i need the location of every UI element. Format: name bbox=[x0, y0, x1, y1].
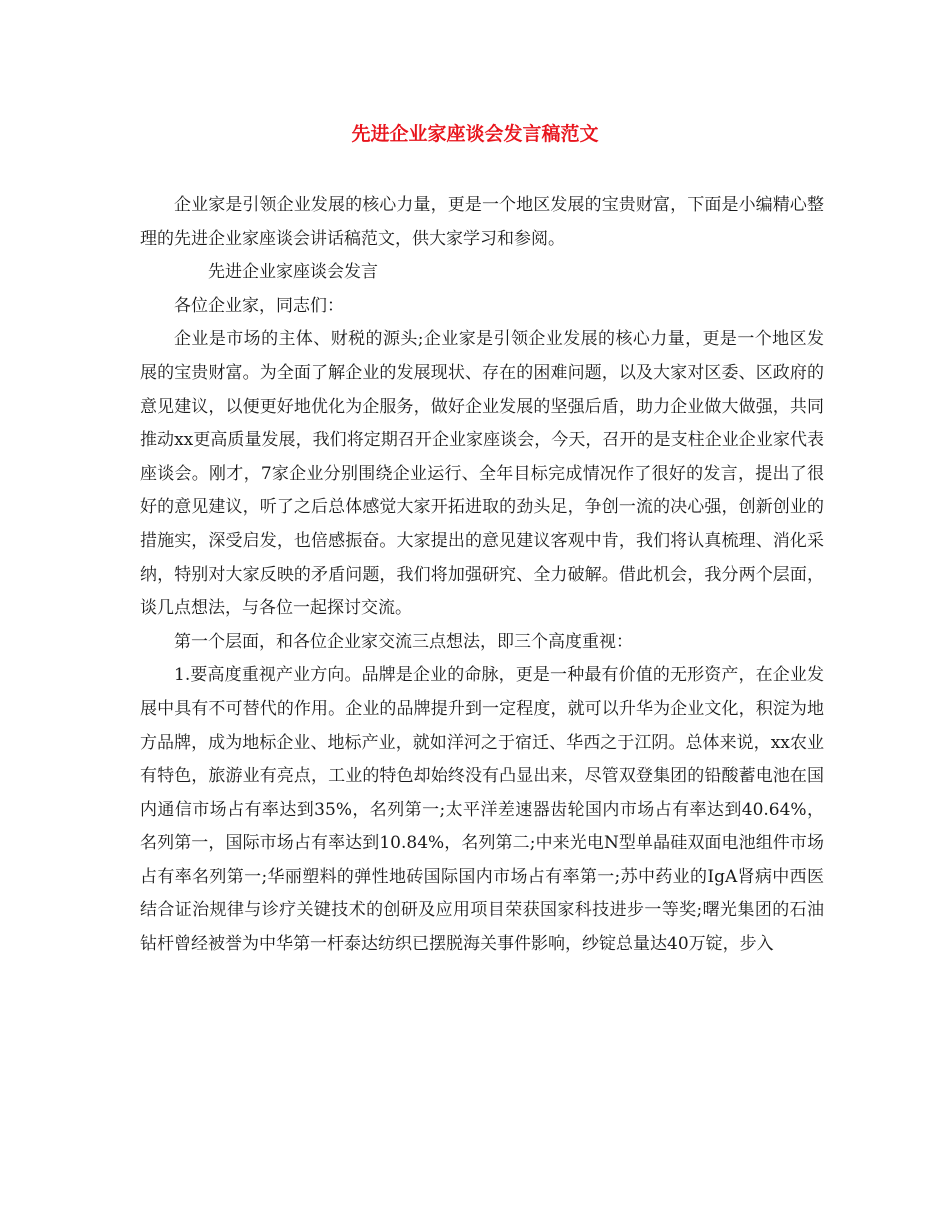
document-body bbox=[140, 189, 824, 962]
paragraph-point-1: 1.要高度重视产业方向。品牌是企业的命脉，更是一种最有价值的无形资产，在企业发展中具有不可替代的作用。企业的品牌提升到一定程度，就可以升华为企业文化，积淀为地方品牌，成为地标企业、地标产业，就如洋河之于宿迁、华西之于江阴。总体来说，xx农业有特色，旅游业有亮点，工业的特色却始终没有凸显出来，尽管双登集团的铅酸蓄电池在国内通信市场占有率达到35%，名列第一;太平洋差速器齿轮国内市场占有率达到40.64%，名列第一，国际市场占有率达到10.84%，名列第二;中来光电N型单晶硅双面电池组件市场占有率名列第一;华丽塑料的弹性地砖国际国内市场占有率第一;苏中药业的IgA肾病中西医结合证治规律与诊疗关键技术的创研及应用项目荣获国家科技进步一等奖;曙光集团的石油钻杆曾经被誉为中华第一杆泰达纺织已摆脱海关事件影响，纱锭总量达40万锭，步入 bbox=[140, 665, 824, 955]
paragraph-salutation: 各位企业家，同志们： bbox=[174, 295, 344, 316]
paragraph-intro: 企业家是引领企业发展的核心力量，更是一个地区发展的宝贵财富，下面是小编精心整理的先进企业家座谈会讲话稿范文，供大家学习和参阅。 bbox=[140, 195, 824, 249]
paragraph-opening: 企业是市场的主体、财税的源头;企业家是引领企业发展的核心力量，更是一个地区发展的宝贵财富。为全面了解企业的发展现状、存在的困难问题，以及大家对区委、区政府的意见建议，以便更好地优化为企服务，做好企业发展的坚强后盾，助力企业做大做强，共同推动xx更高质量发展，我们将定期召开企业家座谈会，今天，召开的是支柱企业企业家代表座谈会。刚才，7家企业分别围绕企业运行、全年目标完成情况作了很好的发言，提出了很好的意见建议，听了之后总体感觉大家开拓进取的劲头足，争创一流的决心强，创新创业的措施实，深受启发，也倍感振奋。大家提出的意见建议客观中肯，我们将认真梳理、消化采纳，特别对大家反映的矛盾问题，我们将加强研究、全力破解。借此机会，我分两个层面，谈几点想法，与各位一起探讨交流。 bbox=[140, 329, 824, 619]
document-title: 先进企业家座谈会发言稿范文 bbox=[351, 123, 599, 145]
paragraph-first-level: 第一个层面，和各位企业家交流三点想法，即三个高度重视： bbox=[174, 631, 633, 652]
paragraph-subtitle: 先进企业家座谈会发言 bbox=[208, 262, 378, 283]
